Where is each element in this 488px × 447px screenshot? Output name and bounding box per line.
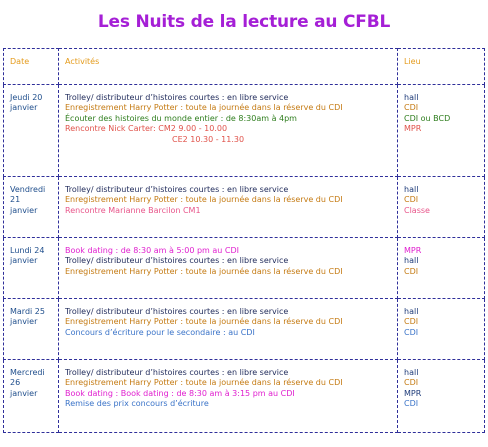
lieu-line: hall [404,307,419,316]
activities-cell [59,299,398,360]
lieu-line: CDI [404,195,419,205]
activity-line: Enregistrement Harry Potter : toute la journée dans la réserve du CDI [65,317,343,327]
activities-cell [59,177,398,238]
lieu-line: CDI [404,327,419,337]
table-row [4,238,485,299]
date-line: janvier [10,256,38,266]
date-cell [4,360,59,433]
date-cell [4,238,59,299]
lieu-cell [398,238,485,299]
header-date: Date [10,57,30,66]
date-line: Jeudi 20 [10,93,43,102]
date-line: janvier [10,103,38,113]
lieu-line: hall [404,93,419,102]
activities-cell [59,85,398,177]
lieu-line: CDI [404,103,419,113]
activity-line: Rencontre Nick Carter: CM2 9.00 - 10.00 [65,124,228,134]
date-line: janvier [10,388,38,398]
lieu-line: hall [404,256,419,266]
header-date-cell [4,49,59,85]
activity-line: Enregistrement Harry Potter : toute la journée dans la réserve du CDI [65,195,343,205]
lieu-line: CDI [404,266,419,276]
activity-line: Trolley/ distributeur d’histoires courtes : en libre service [65,256,289,266]
activity-line: Trolley/ distributeur d’histoires courtes : en libre service [65,185,289,194]
activity-line: Concours d’écriture pour le secondaire : au CDI [65,327,255,337]
activity-line: Enregistrement Harry Potter : toute la journée dans la réserve du CDI [65,378,343,388]
table-row [4,360,485,433]
lieu-line: MPR [404,388,422,398]
date-cell [4,85,59,177]
date-line: 26 [10,378,21,388]
activity-line: Book dating : de 8:30 am à 5:00 pm au CDI [65,246,239,255]
lieu-cell [398,299,485,360]
lieu-line: CDI [404,399,419,409]
table-row [4,177,485,238]
date-cell [4,299,59,360]
activity-line: Écouter des histoires du monde entier : de 8:30am à 4pm [65,113,297,123]
date-line: 21 [10,195,21,205]
lieu-line: CDI [404,317,419,327]
lieu-line: CDI [404,378,419,388]
activity-line: CE2 10.30 - 11.30 [172,134,245,144]
header-activites: Activités [65,57,100,66]
date-line: Vendredi [10,185,46,194]
header-lieu-cell [398,49,485,85]
activity-line: Trolley/ distributeur d’histoires courtes : en libre service [65,368,289,377]
table-row [4,299,485,360]
lieu-line: MPR [404,246,422,255]
activity-line: Rencontre Marianne Barcilon CM1 [65,205,201,215]
table-header-row [4,49,485,85]
date-line: janvier [10,205,38,215]
table-row [4,85,485,177]
page-title: Les Nuits de la lecture au CFBL [97,12,391,32]
schedule-table [3,48,485,433]
date-line: janvier [10,317,38,327]
date-line: Lundi 24 [10,246,45,255]
date-cell [4,177,59,238]
header-activites-cell [59,49,398,85]
lieu-cell [398,360,485,433]
lieu-line: Classe [404,205,430,215]
activities-cell [59,238,398,299]
lieu-line: hall [404,368,419,377]
activity-line: Remise des prix concours d’écriture [65,399,209,409]
activity-line: Enregistrement Harry Potter : toute la journée dans la réserve du CDI [65,266,343,276]
lieu-line: MPR [404,124,422,134]
lieu-line: CDI ou BCD [404,113,451,123]
activities-cell [59,360,398,433]
activity-line: Trolley/ distributeur d’histoires courtes : en libre service [65,307,289,316]
lieu-cell [398,177,485,238]
lieu-line: hall [404,185,419,194]
header-lieu: Lieu [404,57,421,66]
date-line: Mardi 25 [10,307,45,316]
lieu-cell [398,85,485,177]
activity-line: Trolley/ distributeur d’histoires courtes : en libre service [65,93,289,102]
activity-line: Enregistrement Harry Potter : toute la journée dans la réserve du CDI [65,103,343,113]
date-line: Mercredi [10,368,45,377]
activity-line: Book dating : Book dating : de 8:30 am à 3:15 pm au CDI [65,388,295,398]
